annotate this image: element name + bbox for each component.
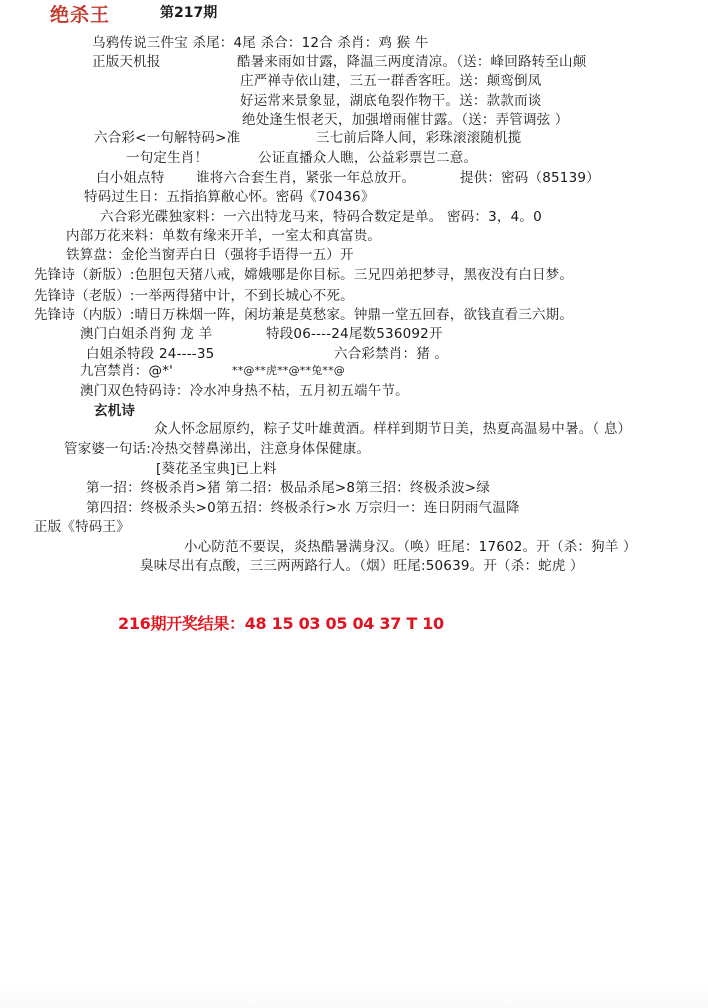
text-line: 小心防范不要误，炎热酷暑满身汉。（唤）旺尾：17602。开（杀：狗羊 ） — [184, 539, 637, 555]
text-line: 先锋诗（内版）:晴日万株烟一阵，闲坊兼是莫愁家。钟鼎一堂五回春，欲钱直看三六期。 — [34, 307, 574, 323]
text-line: 玄机诗 — [94, 403, 136, 419]
text-line: 特段06----24尾数536092开 — [266, 326, 443, 342]
text-line: 三七前后降人间，彩珠滚滚随机揽 — [316, 130, 522, 146]
text-line: 好运常来景象显，湖底龟裂作物干。送：款款而谈 — [240, 93, 542, 109]
text-line: 铁算盘：金伦当窗弄白日（强将手语得一五）开 — [66, 247, 354, 263]
text-line: [葵花圣宝典]已上料 — [156, 461, 277, 477]
text-line: 澳门双色特码诗：冷水冲身热不枯，五月初五端午节。 — [80, 383, 409, 399]
text-line: 提供：密码（85139） — [460, 170, 600, 186]
text-line: 庄严禅寺依山建，三五一群香客旺。送：颠鸾倒凤 — [240, 73, 542, 89]
text-line: 内部万花来料：单数有缘来开羊，一室太和真富贵。 — [66, 228, 382, 244]
text-line: 谁将六合套生肖，紧张一年总放开。 — [196, 170, 416, 186]
text-line: 众人怀念屈原约，粽子艾叶雄黄酒。样样到期节日美，热夏高温易中暑。（ 息） — [154, 421, 632, 437]
text-line: 澳门白姐杀肖狗 龙 羊 — [80, 326, 213, 342]
text-line: **@**虎**@**兔**@ — [232, 364, 345, 377]
text-line: 六合彩<一句解特码>准 — [94, 130, 241, 146]
page-title: 绝杀王 — [50, 4, 111, 26]
text-line: 正版《特码王》 — [34, 519, 130, 535]
text-line: 白姐杀特段 24----35 — [86, 346, 215, 362]
text-line: 第四招：终极杀头>0第五招：终极杀行>水 万宗归一：连日阴雨气温降 — [86, 500, 520, 516]
text-line: 臭味尽出有点酸，三三两两路行人。（烟）旺尾:50639。开（杀：蛇虎 ） — [140, 558, 584, 574]
text-line: 绝处逢生恨老天，加强增雨催甘露。（送：弄管调弦 ） — [242, 112, 569, 128]
text-line: 先锋诗（新版）:色胆包天猪八戒，嫦娥哪是你目标。三兄四弟把梦寻，黑夜没有白日梦。 — [34, 267, 574, 283]
text-line: 白小姐点特 — [96, 170, 165, 186]
text-line: 公证直播众人瞧，公益彩票岂二意。 — [258, 150, 478, 166]
text-line: 正版天机报 — [92, 54, 161, 70]
issue-number: 第217期 — [160, 5, 218, 21]
text-line: 乌鸦传说三件宝 杀尾：4尾 杀合：12合 杀肖：鸡 猴 牛 — [92, 35, 429, 51]
text-line: 一句定生肖！ — [126, 150, 209, 166]
text-line: 酷暑来雨如甘露，降温三两度清凉。（送：峰回路转至山颠 — [237, 54, 587, 70]
page-footer-fade — [0, 985, 708, 1008]
text-line: 第一招：终极杀肖>猪 第二招：极品杀尾>8第三招：终极杀波>绿 — [86, 480, 491, 496]
text-line: 管家婆一句话:冷热交替鼻涕出，注意身体保健康。 — [64, 441, 371, 457]
text-line: 六合彩禁肖：猪 。 — [334, 346, 449, 362]
text-line: 特码过生日：五指掐算敝心怀。密码《70436》 — [84, 189, 375, 205]
text-line: 九宫禁肖：@*' — [80, 363, 174, 379]
draw-result: 216期开奖结果：48 15 03 05 04 37 T 10 — [118, 614, 444, 633]
text-line: 先锋诗（老版）:一举两得猪中计，不到长城心不死。 — [34, 288, 354, 304]
text-line: 六合彩光碟独家料：一六出特龙马来，特码合数定是单。 密码：3，4。0 — [100, 209, 542, 225]
